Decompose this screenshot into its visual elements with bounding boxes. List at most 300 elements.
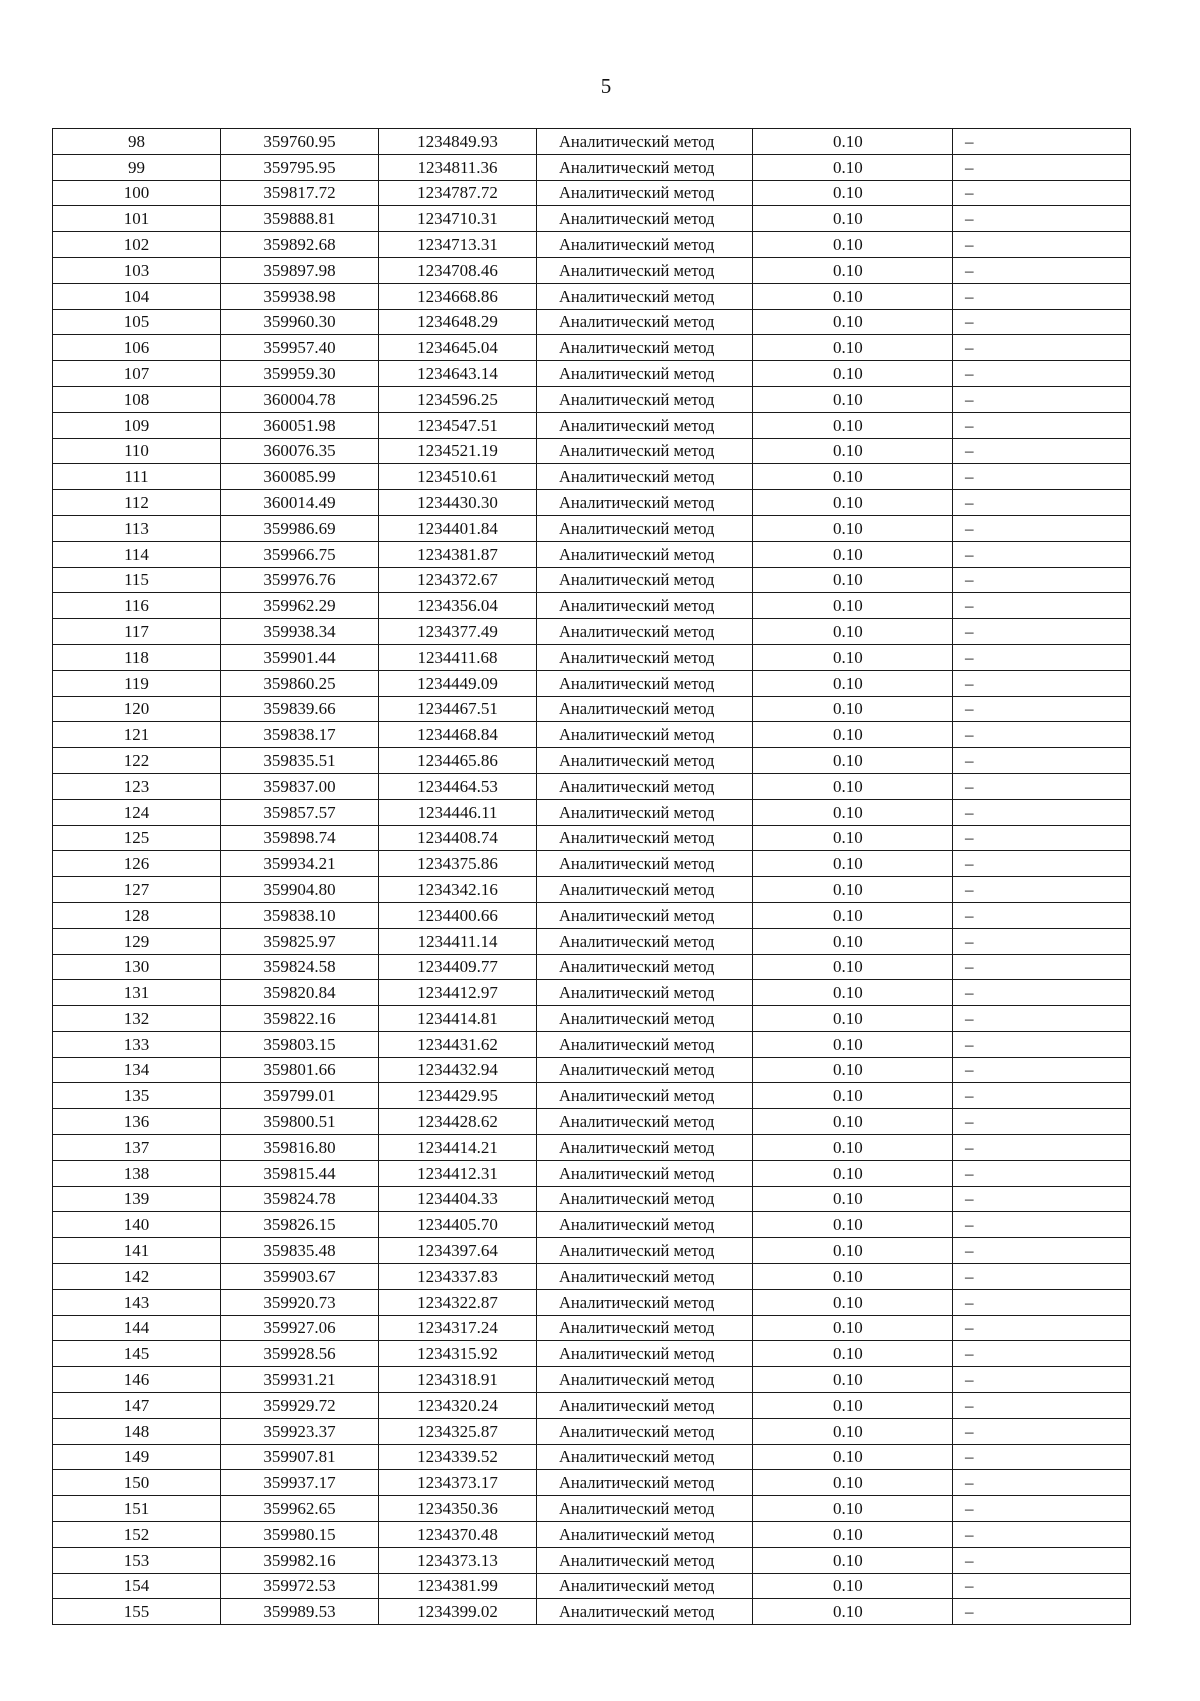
table-row bbox=[53, 309, 1131, 335]
method-cell: Аналитический метод bbox=[537, 825, 753, 851]
y-coordinate-cell: 1234339.52 bbox=[379, 1444, 537, 1470]
accuracy-cell: 0.10 bbox=[753, 877, 953, 903]
table-row bbox=[53, 1599, 1131, 1625]
x-coordinate-cell: 359903.67 bbox=[221, 1264, 379, 1290]
accuracy-cell: 0.10 bbox=[753, 619, 953, 645]
method-cell: Аналитический метод bbox=[537, 1289, 753, 1315]
y-coordinate-cell: 1234468.84 bbox=[379, 722, 537, 748]
point-number-cell: 144 bbox=[53, 1315, 221, 1341]
accuracy-cell: 0.10 bbox=[753, 1135, 953, 1161]
note-cell: – bbox=[953, 1031, 1131, 1057]
accuracy-cell: 0.10 bbox=[753, 386, 953, 412]
y-coordinate-cell: 1234370.48 bbox=[379, 1522, 537, 1548]
table-row bbox=[53, 851, 1131, 877]
point-number-cell: 138 bbox=[53, 1160, 221, 1186]
point-number-cell: 107 bbox=[53, 361, 221, 387]
method-cell: Аналитический метод bbox=[537, 515, 753, 541]
note-cell: – bbox=[953, 335, 1131, 361]
x-coordinate-cell: 359892.68 bbox=[221, 232, 379, 258]
y-coordinate-cell: 1234397.64 bbox=[379, 1238, 537, 1264]
y-coordinate-cell: 1234373.13 bbox=[379, 1547, 537, 1573]
point-number-cell: 155 bbox=[53, 1599, 221, 1625]
note-cell: – bbox=[953, 257, 1131, 283]
table-row bbox=[53, 773, 1131, 799]
y-coordinate-cell: 1234337.83 bbox=[379, 1264, 537, 1290]
method-cell: Аналитический метод bbox=[537, 335, 753, 361]
note-cell: – bbox=[953, 1160, 1131, 1186]
x-coordinate-cell: 359760.95 bbox=[221, 129, 379, 155]
note-cell: – bbox=[953, 464, 1131, 490]
note-cell: – bbox=[953, 1083, 1131, 1109]
point-number-cell: 118 bbox=[53, 644, 221, 670]
point-number-cell: 117 bbox=[53, 619, 221, 645]
y-coordinate-cell: 1234713.31 bbox=[379, 232, 537, 258]
accuracy-cell: 0.10 bbox=[753, 1547, 953, 1573]
method-cell: Аналитический метод bbox=[537, 232, 753, 258]
note-cell: – bbox=[953, 515, 1131, 541]
note-cell: – bbox=[953, 1341, 1131, 1367]
point-number-cell: 135 bbox=[53, 1083, 221, 1109]
method-cell: Аналитический метод bbox=[537, 1186, 753, 1212]
point-number-cell: 136 bbox=[53, 1109, 221, 1135]
accuracy-cell: 0.10 bbox=[753, 1031, 953, 1057]
y-coordinate-cell: 1234429.95 bbox=[379, 1083, 537, 1109]
note-cell: – bbox=[953, 773, 1131, 799]
method-cell: Аналитический метод bbox=[537, 1212, 753, 1238]
point-number-cell: 129 bbox=[53, 928, 221, 954]
method-cell: Аналитический метод bbox=[537, 1444, 753, 1470]
point-number-cell: 154 bbox=[53, 1573, 221, 1599]
y-coordinate-cell: 1234317.24 bbox=[379, 1315, 537, 1341]
page-number: 5 bbox=[600, 74, 612, 98]
note-cell: – bbox=[953, 877, 1131, 903]
table-row bbox=[53, 1109, 1131, 1135]
y-coordinate-cell: 1234446.11 bbox=[379, 799, 537, 825]
point-number-cell: 152 bbox=[53, 1522, 221, 1548]
x-coordinate-cell: 359929.72 bbox=[221, 1393, 379, 1419]
table-row bbox=[53, 928, 1131, 954]
note-cell: – bbox=[953, 1057, 1131, 1083]
y-coordinate-cell: 1234318.91 bbox=[379, 1367, 537, 1393]
method-cell: Аналитический метод bbox=[537, 1109, 753, 1135]
y-coordinate-cell: 1234432.94 bbox=[379, 1057, 537, 1083]
note-cell: – bbox=[953, 154, 1131, 180]
table-row bbox=[53, 644, 1131, 670]
x-coordinate-cell: 359815.44 bbox=[221, 1160, 379, 1186]
y-coordinate-cell: 1234325.87 bbox=[379, 1418, 537, 1444]
table-row bbox=[53, 567, 1131, 593]
y-coordinate-cell: 1234428.62 bbox=[379, 1109, 537, 1135]
y-coordinate-cell: 1234668.86 bbox=[379, 283, 537, 309]
x-coordinate-cell: 360051.98 bbox=[221, 412, 379, 438]
accuracy-cell: 0.10 bbox=[753, 335, 953, 361]
accuracy-cell: 0.10 bbox=[753, 1109, 953, 1135]
table-row bbox=[53, 464, 1131, 490]
point-number-cell: 116 bbox=[53, 593, 221, 619]
note-cell: – bbox=[953, 490, 1131, 516]
table-row bbox=[53, 515, 1131, 541]
table-row bbox=[53, 902, 1131, 928]
table-row bbox=[53, 154, 1131, 180]
method-cell: Аналитический метод bbox=[537, 619, 753, 645]
accuracy-cell: 0.10 bbox=[753, 541, 953, 567]
accuracy-cell: 0.10 bbox=[753, 851, 953, 877]
x-coordinate-cell: 359959.30 bbox=[221, 361, 379, 387]
y-coordinate-cell: 1234411.68 bbox=[379, 644, 537, 670]
coordinates-table-body bbox=[53, 129, 1131, 1625]
note-cell: – bbox=[953, 825, 1131, 851]
accuracy-cell: 0.10 bbox=[753, 309, 953, 335]
x-coordinate-cell: 359838.17 bbox=[221, 722, 379, 748]
point-number-cell: 120 bbox=[53, 696, 221, 722]
method-cell: Аналитический метод bbox=[537, 1006, 753, 1032]
table-row bbox=[53, 1341, 1131, 1367]
point-number-cell: 141 bbox=[53, 1238, 221, 1264]
method-cell: Аналитический метод bbox=[537, 412, 753, 438]
note-cell: – bbox=[953, 670, 1131, 696]
point-number-cell: 133 bbox=[53, 1031, 221, 1057]
point-number-cell: 98 bbox=[53, 129, 221, 155]
table-row bbox=[53, 593, 1131, 619]
point-number-cell: 101 bbox=[53, 206, 221, 232]
table-row bbox=[53, 799, 1131, 825]
accuracy-cell: 0.10 bbox=[753, 515, 953, 541]
table-row bbox=[53, 206, 1131, 232]
x-coordinate-cell: 359937.17 bbox=[221, 1470, 379, 1496]
accuracy-cell: 0.10 bbox=[753, 1393, 953, 1419]
method-cell: Аналитический метод bbox=[537, 1341, 753, 1367]
accuracy-cell: 0.10 bbox=[753, 696, 953, 722]
method-cell: Аналитический метод bbox=[537, 386, 753, 412]
method-cell: Аналитический метод bbox=[537, 206, 753, 232]
table-row bbox=[53, 670, 1131, 696]
note-cell: – bbox=[953, 980, 1131, 1006]
accuracy-cell: 0.10 bbox=[753, 902, 953, 928]
y-coordinate-cell: 1234708.46 bbox=[379, 257, 537, 283]
method-cell: Аналитический метод bbox=[537, 283, 753, 309]
note-cell: – bbox=[953, 928, 1131, 954]
y-coordinate-cell: 1234547.51 bbox=[379, 412, 537, 438]
note-cell: – bbox=[953, 1547, 1131, 1573]
accuracy-cell: 0.10 bbox=[753, 1186, 953, 1212]
y-coordinate-cell: 1234404.33 bbox=[379, 1186, 537, 1212]
note-cell: – bbox=[953, 361, 1131, 387]
table-row bbox=[53, 825, 1131, 851]
method-cell: Аналитический метод bbox=[537, 851, 753, 877]
table-row bbox=[53, 1031, 1131, 1057]
table-row bbox=[53, 438, 1131, 464]
point-number-cell: 103 bbox=[53, 257, 221, 283]
accuracy-cell: 0.10 bbox=[753, 1599, 953, 1625]
point-number-cell: 114 bbox=[53, 541, 221, 567]
table-row bbox=[53, 1083, 1131, 1109]
note-cell: – bbox=[953, 1238, 1131, 1264]
point-number-cell: 111 bbox=[53, 464, 221, 490]
accuracy-cell: 0.10 bbox=[753, 1573, 953, 1599]
table-row bbox=[53, 1315, 1131, 1341]
x-coordinate-cell: 359989.53 bbox=[221, 1599, 379, 1625]
method-cell: Аналитический метод bbox=[537, 438, 753, 464]
table-row bbox=[53, 877, 1131, 903]
table-row bbox=[53, 412, 1131, 438]
note-cell: – bbox=[953, 1289, 1131, 1315]
method-cell: Аналитический метод bbox=[537, 464, 753, 490]
point-number-cell: 150 bbox=[53, 1470, 221, 1496]
x-coordinate-cell: 359839.66 bbox=[221, 696, 379, 722]
y-coordinate-cell: 1234409.77 bbox=[379, 954, 537, 980]
x-coordinate-cell: 359800.51 bbox=[221, 1109, 379, 1135]
note-cell: – bbox=[953, 1186, 1131, 1212]
method-cell: Аналитический метод bbox=[537, 1031, 753, 1057]
method-cell: Аналитический метод bbox=[537, 670, 753, 696]
x-coordinate-cell: 359960.30 bbox=[221, 309, 379, 335]
accuracy-cell: 0.10 bbox=[753, 722, 953, 748]
accuracy-cell: 0.10 bbox=[753, 154, 953, 180]
point-number-cell: 119 bbox=[53, 670, 221, 696]
note-cell: – bbox=[953, 1315, 1131, 1341]
table-row bbox=[53, 129, 1131, 155]
method-cell: Аналитический метод bbox=[537, 1496, 753, 1522]
accuracy-cell: 0.10 bbox=[753, 1341, 953, 1367]
note-cell: – bbox=[953, 283, 1131, 309]
point-number-cell: 127 bbox=[53, 877, 221, 903]
accuracy-cell: 0.10 bbox=[753, 1522, 953, 1548]
point-number-cell: 123 bbox=[53, 773, 221, 799]
method-cell: Аналитический метод bbox=[537, 954, 753, 980]
method-cell: Аналитический метод bbox=[537, 1315, 753, 1341]
accuracy-cell: 0.10 bbox=[753, 748, 953, 774]
method-cell: Аналитический метод bbox=[537, 902, 753, 928]
note-cell: – bbox=[953, 644, 1131, 670]
point-number-cell: 153 bbox=[53, 1547, 221, 1573]
point-number-cell: 148 bbox=[53, 1418, 221, 1444]
x-coordinate-cell: 360076.35 bbox=[221, 438, 379, 464]
x-coordinate-cell: 359825.97 bbox=[221, 928, 379, 954]
method-cell: Аналитический метод bbox=[537, 309, 753, 335]
table-row bbox=[53, 1393, 1131, 1419]
accuracy-cell: 0.10 bbox=[753, 206, 953, 232]
accuracy-cell: 0.10 bbox=[753, 1264, 953, 1290]
y-coordinate-cell: 1234414.21 bbox=[379, 1135, 537, 1161]
note-cell: – bbox=[953, 541, 1131, 567]
x-coordinate-cell: 359938.98 bbox=[221, 283, 379, 309]
y-coordinate-cell: 1234400.66 bbox=[379, 902, 537, 928]
method-cell: Аналитический метод bbox=[537, 1083, 753, 1109]
table-row bbox=[53, 1367, 1131, 1393]
table-row bbox=[53, 490, 1131, 516]
point-number-cell: 131 bbox=[53, 980, 221, 1006]
point-number-cell: 134 bbox=[53, 1057, 221, 1083]
table-row bbox=[53, 954, 1131, 980]
note-cell: – bbox=[953, 722, 1131, 748]
x-coordinate-cell: 360004.78 bbox=[221, 386, 379, 412]
table-row bbox=[53, 386, 1131, 412]
x-coordinate-cell: 359976.76 bbox=[221, 567, 379, 593]
x-coordinate-cell: 359972.53 bbox=[221, 1573, 379, 1599]
point-number-cell: 110 bbox=[53, 438, 221, 464]
x-coordinate-cell: 359928.56 bbox=[221, 1341, 379, 1367]
y-coordinate-cell: 1234342.16 bbox=[379, 877, 537, 903]
accuracy-cell: 0.10 bbox=[753, 1006, 953, 1032]
table-row bbox=[53, 1160, 1131, 1186]
table-row bbox=[53, 1057, 1131, 1083]
accuracy-cell: 0.10 bbox=[753, 1289, 953, 1315]
method-cell: Аналитический метод bbox=[537, 1160, 753, 1186]
note-cell: – bbox=[953, 1367, 1131, 1393]
method-cell: Аналитический метод bbox=[537, 1470, 753, 1496]
accuracy-cell: 0.10 bbox=[753, 1470, 953, 1496]
table-row bbox=[53, 232, 1131, 258]
x-coordinate-cell: 359822.16 bbox=[221, 1006, 379, 1032]
accuracy-cell: 0.10 bbox=[753, 980, 953, 1006]
x-coordinate-cell: 359901.44 bbox=[221, 644, 379, 670]
y-coordinate-cell: 1234411.14 bbox=[379, 928, 537, 954]
method-cell: Аналитический метод bbox=[537, 722, 753, 748]
point-number-cell: 125 bbox=[53, 825, 221, 851]
x-coordinate-cell: 359803.15 bbox=[221, 1031, 379, 1057]
method-cell: Аналитический метод bbox=[537, 877, 753, 903]
method-cell: Аналитический метод bbox=[537, 180, 753, 206]
note-cell: – bbox=[953, 1470, 1131, 1496]
x-coordinate-cell: 359934.21 bbox=[221, 851, 379, 877]
table-row bbox=[53, 619, 1131, 645]
point-number-cell: 112 bbox=[53, 490, 221, 516]
method-cell: Аналитический метод bbox=[537, 1573, 753, 1599]
accuracy-cell: 0.10 bbox=[753, 1212, 953, 1238]
method-cell: Аналитический метод bbox=[537, 748, 753, 774]
note-cell: – bbox=[953, 619, 1131, 645]
point-number-cell: 115 bbox=[53, 567, 221, 593]
point-number-cell: 140 bbox=[53, 1212, 221, 1238]
y-coordinate-cell: 1234399.02 bbox=[379, 1599, 537, 1625]
x-coordinate-cell: 360085.99 bbox=[221, 464, 379, 490]
point-number-cell: 132 bbox=[53, 1006, 221, 1032]
x-coordinate-cell: 359904.80 bbox=[221, 877, 379, 903]
accuracy-cell: 0.10 bbox=[753, 361, 953, 387]
accuracy-cell: 0.10 bbox=[753, 1160, 953, 1186]
coordinates-table bbox=[52, 128, 1131, 1625]
y-coordinate-cell: 1234377.49 bbox=[379, 619, 537, 645]
table-row bbox=[53, 696, 1131, 722]
x-coordinate-cell: 359923.37 bbox=[221, 1418, 379, 1444]
table-row bbox=[53, 1496, 1131, 1522]
method-cell: Аналитический метод bbox=[537, 980, 753, 1006]
note-cell: – bbox=[953, 567, 1131, 593]
y-coordinate-cell: 1234648.29 bbox=[379, 309, 537, 335]
y-coordinate-cell: 1234430.30 bbox=[379, 490, 537, 516]
note-cell: – bbox=[953, 954, 1131, 980]
note-cell: – bbox=[953, 593, 1131, 619]
accuracy-cell: 0.10 bbox=[753, 1367, 953, 1393]
x-coordinate-cell: 359980.15 bbox=[221, 1522, 379, 1548]
x-coordinate-cell: 359920.73 bbox=[221, 1289, 379, 1315]
accuracy-cell: 0.10 bbox=[753, 825, 953, 851]
note-cell: – bbox=[953, 412, 1131, 438]
note-cell: – bbox=[953, 1418, 1131, 1444]
point-number-cell: 126 bbox=[53, 851, 221, 877]
y-coordinate-cell: 1234465.86 bbox=[379, 748, 537, 774]
table-row bbox=[53, 1522, 1131, 1548]
y-coordinate-cell: 1234405.70 bbox=[379, 1212, 537, 1238]
accuracy-cell: 0.10 bbox=[753, 412, 953, 438]
accuracy-cell: 0.10 bbox=[753, 567, 953, 593]
x-coordinate-cell: 359826.15 bbox=[221, 1212, 379, 1238]
method-cell: Аналитический метод bbox=[537, 567, 753, 593]
table-row bbox=[53, 1238, 1131, 1264]
accuracy-cell: 0.10 bbox=[753, 954, 953, 980]
y-coordinate-cell: 1234412.97 bbox=[379, 980, 537, 1006]
note-cell: – bbox=[953, 232, 1131, 258]
method-cell: Аналитический метод bbox=[537, 257, 753, 283]
accuracy-cell: 0.10 bbox=[753, 490, 953, 516]
point-number-cell: 100 bbox=[53, 180, 221, 206]
x-coordinate-cell: 359982.16 bbox=[221, 1547, 379, 1573]
x-coordinate-cell: 359931.21 bbox=[221, 1367, 379, 1393]
method-cell: Аналитический метод bbox=[537, 1393, 753, 1419]
point-number-cell: 109 bbox=[53, 412, 221, 438]
note-cell: – bbox=[953, 1496, 1131, 1522]
y-coordinate-cell: 1234315.92 bbox=[379, 1341, 537, 1367]
y-coordinate-cell: 1234381.99 bbox=[379, 1573, 537, 1599]
x-coordinate-cell: 359962.65 bbox=[221, 1496, 379, 1522]
note-cell: – bbox=[953, 1264, 1131, 1290]
point-number-cell: 142 bbox=[53, 1264, 221, 1290]
x-coordinate-cell: 359801.66 bbox=[221, 1057, 379, 1083]
x-coordinate-cell: 359795.95 bbox=[221, 154, 379, 180]
accuracy-cell: 0.10 bbox=[753, 1315, 953, 1341]
y-coordinate-cell: 1234375.86 bbox=[379, 851, 537, 877]
note-cell: – bbox=[953, 748, 1131, 774]
x-coordinate-cell: 359824.78 bbox=[221, 1186, 379, 1212]
note-cell: – bbox=[953, 309, 1131, 335]
method-cell: Аналитический метод bbox=[537, 1418, 753, 1444]
y-coordinate-cell: 1234467.51 bbox=[379, 696, 537, 722]
method-cell: Аналитический метод bbox=[537, 1135, 753, 1161]
note-cell: – bbox=[953, 1135, 1131, 1161]
x-coordinate-cell: 359897.98 bbox=[221, 257, 379, 283]
y-coordinate-cell: 1234408.74 bbox=[379, 825, 537, 851]
note-cell: – bbox=[953, 851, 1131, 877]
y-coordinate-cell: 1234787.72 bbox=[379, 180, 537, 206]
point-number-cell: 149 bbox=[53, 1444, 221, 1470]
note-cell: – bbox=[953, 696, 1131, 722]
accuracy-cell: 0.10 bbox=[753, 180, 953, 206]
accuracy-cell: 0.10 bbox=[753, 799, 953, 825]
y-coordinate-cell: 1234373.17 bbox=[379, 1470, 537, 1496]
x-coordinate-cell: 359816.80 bbox=[221, 1135, 379, 1161]
point-number-cell: 108 bbox=[53, 386, 221, 412]
accuracy-cell: 0.10 bbox=[753, 464, 953, 490]
table-row bbox=[53, 1418, 1131, 1444]
y-coordinate-cell: 1234596.25 bbox=[379, 386, 537, 412]
note-cell: – bbox=[953, 799, 1131, 825]
table-row bbox=[53, 1006, 1131, 1032]
table-row bbox=[53, 980, 1131, 1006]
note-cell: – bbox=[953, 1109, 1131, 1135]
table-row bbox=[53, 1573, 1131, 1599]
method-cell: Аналитический метод bbox=[537, 1264, 753, 1290]
y-coordinate-cell: 1234849.93 bbox=[379, 129, 537, 155]
point-number-cell: 104 bbox=[53, 283, 221, 309]
y-coordinate-cell: 1234521.19 bbox=[379, 438, 537, 464]
note-cell: – bbox=[953, 180, 1131, 206]
x-coordinate-cell: 359835.51 bbox=[221, 748, 379, 774]
method-cell: Аналитический метод bbox=[537, 644, 753, 670]
point-number-cell: 99 bbox=[53, 154, 221, 180]
accuracy-cell: 0.10 bbox=[753, 283, 953, 309]
y-coordinate-cell: 1234811.36 bbox=[379, 154, 537, 180]
point-number-cell: 143 bbox=[53, 1289, 221, 1315]
